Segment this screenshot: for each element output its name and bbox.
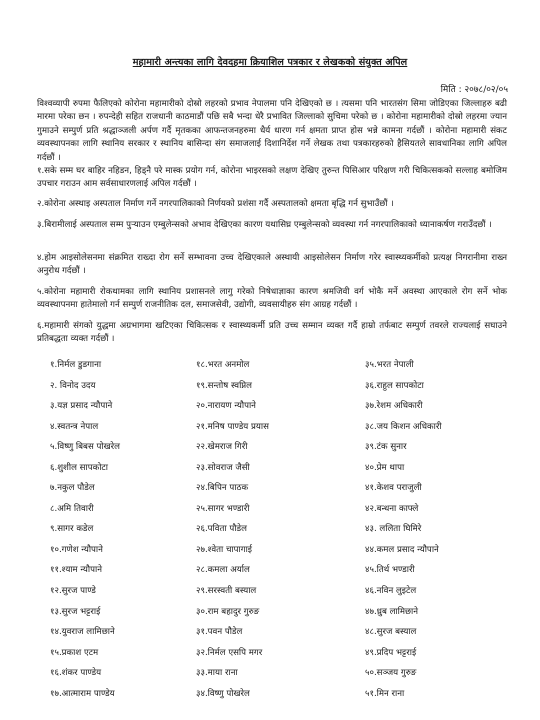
signatory-name: ३८.जय किशन अधिकारी [365, 421, 442, 432]
appeal-point-3: ३.बिरामीलाई अस्पताल सम्म पुऱ्याउन एम्बुलेन्सको अभाव देखिएका कारण यथासिघ्र एम्बुलेन्सको व्यवस्था गर्न नगरपालिकाको ध्यानाकर्षण गराउँदछौं । [37, 220, 492, 230]
signatory-name: २५.सागर भण्डारी [196, 503, 250, 514]
signatory-name: ६.शुशील सापकोटा [50, 462, 108, 473]
signatories-list [0, 355, 540, 715]
signatory-name: २६.पविता पौडेल [196, 524, 247, 535]
signatory-name: १३.सुरज भट्टराई [50, 606, 101, 617]
signatory-name: ४१.केशव पराजुली [365, 483, 422, 494]
signatory-name: ४३. ललिता घिमिरे [365, 524, 422, 535]
document-date: मिति : २०७८/०२/०५ [440, 85, 508, 95]
signatory-name: ३२.निर्मल एसपि मगर [196, 647, 263, 658]
signatory-name: ४४.कमल प्रसाद न्यौपाने [365, 544, 439, 555]
signatory-name: २९.सरस्वती बस्याल [196, 586, 257, 597]
signatory-name: ४५.तिर्थ भण्डारी [365, 565, 415, 576]
signatory-name: १९.सन्तोष स्वप्निल [196, 380, 253, 391]
signatory-name: २४.बिपिन पाठक [196, 483, 249, 494]
document-title: महामारी अन्त्यका लागि देवदहमा क्रियाशिल पत्रकार र लेखकको संयुक्त अपिल [132, 57, 408, 68]
signatory-name: १८.भरत अनमोल [196, 360, 250, 370]
signatories-column-2 [196, 355, 269, 704]
signatory-name: १५.प्रकाश एटम [50, 647, 99, 658]
appeal-point-4: ४.होम आइसोलेसनमा संक्रमित राख्दा रोग सर्ने सम्भावना उच्च देखिएकाले अस्थायी आइसोलेसन निर्माण गरेर स्वास्थ्यकर्मीको प्रत्यक्ष निगरानीमा राख्न अनुरोध गर्दछौं । [37, 253, 507, 277]
signatory-name: ४२.बन्धना काफ्ले [365, 503, 419, 514]
signatory-name: १४.युवराज लामिछाने [50, 627, 115, 638]
appeal-point-2: २.कोरोना अस्थाइ अस्पताल निर्माण गर्ने नगरपालिकाको निर्णयको प्रशंसा गर्दै अस्पतालको क्षमता बृद्धि गर्न सुभाउँछौं । [37, 199, 394, 209]
signatory-name: २८.कमला अर्याल [196, 565, 250, 576]
signatory-name: १०.गणेश न्यौपाने [50, 544, 103, 555]
signatory-name: ३७.रेशम अधिकारी [365, 401, 423, 412]
signatory-name: ४९.प्रदिप भट्टराई [365, 647, 417, 658]
signatory-name: ३३.माया राना [196, 668, 238, 679]
signatory-name: २१.मनिष पाण्डेय प्रयास [196, 421, 269, 432]
signatory-name: ५.विष्णु बिबस पोखरेल [50, 442, 120, 453]
signatories-column-3 [365, 355, 442, 704]
signatory-name: ४७.ध्रुब लामिछाने [365, 606, 419, 617]
appeal-point-6: ६.महामारी संगको युद्धमा अग्रभागमा खटिएका चिकित्सक र स्वास्थ्यकर्मी प्रति उच्च सम्मान व्यक्त गर्दै हाम्रो तर्फबाट सम्पुर्ण तवरले राज्यलाई सघाउने प्रतिबद्धता व्यक्त गर्दछौं । [37, 321, 507, 345]
signatory-name: ३१.पवन पौडेल [196, 627, 243, 638]
signatory-name: ११.श्याम न्यौपाने [50, 565, 103, 576]
signatory-name: १७.आत्माराम पाण्डेय [50, 688, 115, 699]
signatory-name: ४०.प्रेम थापा [365, 462, 405, 473]
signatory-name: ७.नकुल पौडेल [50, 483, 95, 494]
signatory-name: ८.अमि तिवारी [50, 503, 94, 514]
signatory-name: ३६.राहुल सापकोटा [365, 380, 424, 391]
signatory-name: २७.श्वेता चापागाई [196, 544, 253, 555]
signatory-name: ३४.विष्णु पोखरेल [196, 688, 250, 699]
signatory-name: ५०.सञ्जय गुरुङ [365, 668, 417, 679]
signatory-name: ९.सागर कडेल [50, 524, 94, 535]
signatory-name: १.निर्मल डुडगाना [50, 360, 102, 370]
signatory-name: ४.स्वतन्त्र नेपाल [50, 421, 99, 432]
signatory-name: ३०.राम बहादुर गुरुङ [196, 606, 260, 617]
signatory-name: २. विनोद उदय [50, 380, 96, 391]
intro-paragraph: विश्वव्यापी रुपमा फैलिएको कोरोना महामारीको दोस्रो लहरको प्रभाव नेपालमा पनि देखिएको छ । त्यसमा पनि भारतसंग सिमा जोडिएका जिल्लाहरु बढी मारमा परेका छन । रुपन्देही सहित राजधानी काठमाडौं पछि सबै भन्दा धेरै प्रभावित जिल्लाको सुचिमा परेको छ । कोरोना महामारीको दोस्रो लहरमा ज्यान गुमाउने सम्पुर्ण प्रति श्रद्धाञ्जली अर्पण गर्दै मृतकका आफन्तजनहरुमा धैर्य धारण गर्न क्षमता प्राप्त होस भन्ने कामना गर्दछौं । कोरोना महामारी संकट व्यवस्थापनका लागि स्थानिय सरकार र स्थानिय बासिन्दा संग समाजलाई दिशानिर्देश गर्ने लेखक तथा पत्रकारहरुको हैसियतले सावधानिका लागि अपिल गर्दछौं । [37, 99, 507, 163]
signatories-column-1 [50, 355, 120, 704]
signatory-name: २३.सोवराज जैसी [196, 462, 250, 473]
signatory-name: २०.नारायण न्यौपाने [196, 401, 256, 412]
appeal-point-5: ५.कोरोना महामारी रोकथामका लागि स्थानिय प्रशासनले लागु गरेको निषेधाज्ञाका कारण श्रमजिवी वर्ग भोकै मर्ने अवस्था आएकाले रोग सर्ने भोक व्यवस्थापनमा हातेमालो गर्न सम्पुर्ण राजनीतिक दल, समाजसेवी, उद्योगी, व्यवसायीहरु संग आग्रह गर्दछौं । [37, 287, 507, 311]
signatory-name: ३९.टंक सुनार [365, 442, 407, 453]
signatory-name: ५१.मिन राना [365, 688, 405, 699]
signatory-name: ४८.सुरज बस्याल [365, 627, 417, 638]
signatory-name: १२.सुरज पाण्डे [50, 586, 96, 597]
signatory-name: ३.यज्ञ प्रसाद न्यौपाने [50, 401, 113, 412]
signatory-name: ३५.भरत नेपाली [365, 360, 414, 370]
signatory-name: ४६.नविन लुइटेल [365, 586, 417, 597]
appeal-point-1: १.सके सम्म घर बाहिर नहिडन, हिड्नै परे मास्क प्रयोग गर्न, कोरोना भाइरसको लक्षण देखिए तुरुन्त पिसिआर परिक्षण गरी चिकित्सकको सल्लाह बमोजिम उपचार गराउन आम सर्वसाधारणलाई अपिल गर्दछौं । [37, 166, 507, 190]
signatory-name: २२.खेमराज गिरी [196, 442, 248, 453]
signatory-name: १६.शंकर पाण्डेय [50, 668, 102, 679]
